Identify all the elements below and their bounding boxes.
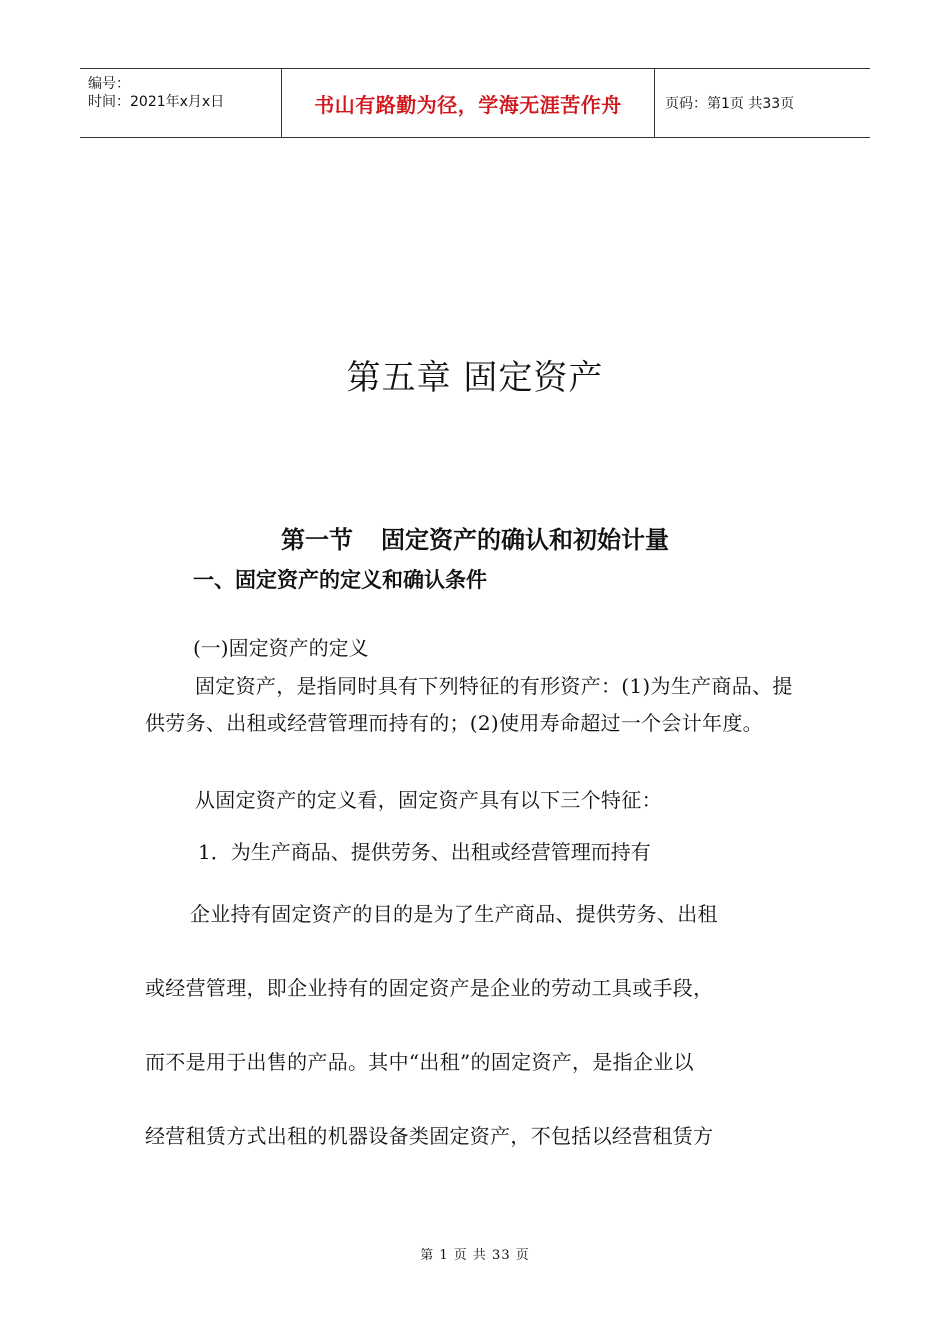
- header-motto: 书山有路勤为径，学海无涯苦作舟: [314, 92, 622, 117]
- feature-1-title: 1．为生产商品、提供劳务、出租或经营管理而持有: [198, 840, 651, 864]
- document-number-label: 编号：: [88, 76, 130, 92]
- section-title: [0, 520, 950, 555]
- header-page-cell: [655, 69, 870, 137]
- features-intro-paragraph: 从固定资产的定义看，固定资产具有以下三个特征：: [195, 788, 662, 812]
- chapter-title: 第五章 固定资产: [346, 358, 604, 398]
- section-name: 固定资产的确认和初始计量: [381, 526, 669, 554]
- header-meta-cell: [80, 69, 282, 137]
- document-time-label: 时间：2021年x月x日: [88, 94, 225, 110]
- subsection-title: 一、固定资产的定义和确认条件: [193, 568, 487, 592]
- body-line: 经营租赁方式出租的机器设备类固定资产，不包括以经营租赁方: [145, 1124, 714, 1148]
- section-number: 第一节: [281, 526, 353, 554]
- header-motto-cell: [282, 69, 655, 137]
- body-line: 或经营管理，即企业持有的固定资产是企业的劳动工具或手段，: [145, 976, 714, 1000]
- document-header-table: [80, 68, 870, 138]
- definition-paragraph: 固定资产，是指同时具有下列特征的有形资产：(1)为生产商品、提供劳务、出租或经营管理而持有的；(2)使用寿命超过一个会计年度。: [145, 674, 793, 735]
- header-page-info: 页码：第1页 共33页: [665, 96, 795, 112]
- body-line: 企业持有固定资产的目的是为了生产商品、提供劳务、出租: [190, 902, 718, 926]
- item-title: (一)固定资产的定义: [193, 636, 369, 660]
- page-footer: 第 1 页 共 33 页: [420, 1248, 530, 1263]
- body-line: 而不是用于出售的产品。其中“出租”的固定资产，是指企业以: [145, 1050, 694, 1074]
